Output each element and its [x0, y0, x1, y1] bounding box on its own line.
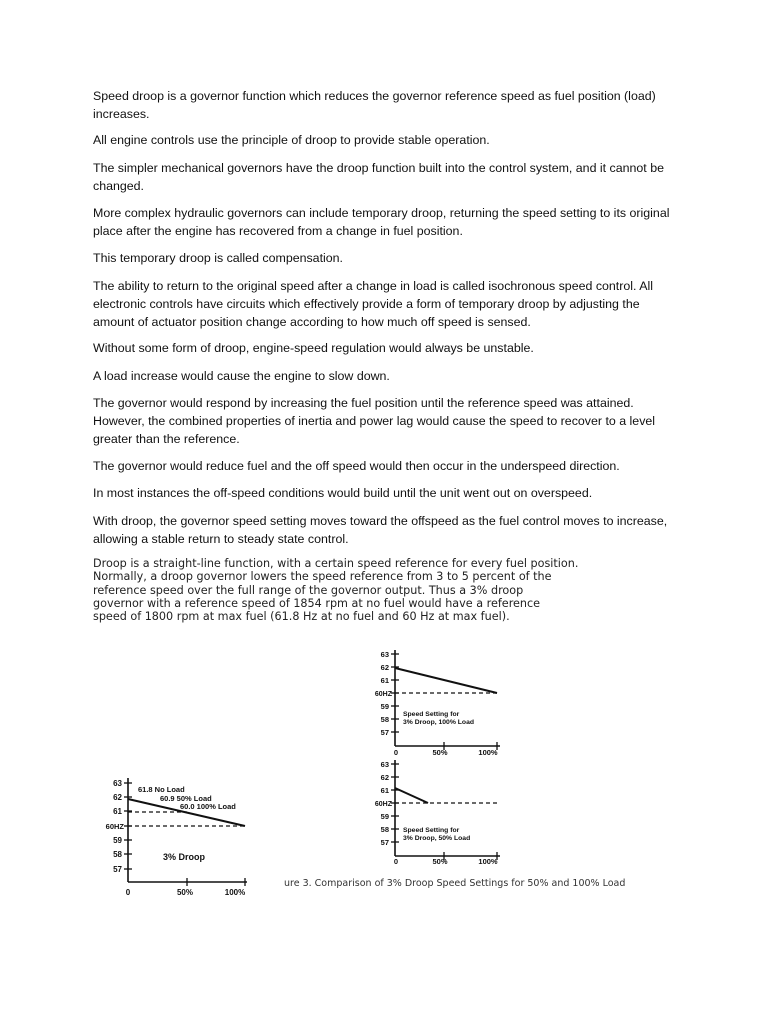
paragraph-with-droop: With droop, the governor speed setting moves toward the offspeed as the fuel control moves to increase, allowing a stable return to steady state control.	[93, 514, 668, 546]
label-no-load: 61.8 No Load	[138, 785, 185, 794]
y-tick-label: 57	[113, 865, 122, 874]
y-tick-label: 58	[380, 825, 389, 834]
y-tick-label: 59	[380, 812, 389, 821]
y-tick-label: 60HZ	[105, 822, 124, 831]
paragraph-compensation: This temporary droop is called compensation.	[93, 251, 343, 265]
label-50-load: 60.9 50% Load	[160, 794, 212, 803]
y-tick-label: 57	[380, 838, 389, 847]
speed-setting-label: Speed Setting for	[403, 827, 460, 834]
x-tick-label: 50%	[432, 748, 448, 757]
paragraph-governor-respond: The governor would respond by increasing the fuel position until the reference speed was attained. However, the combined properties of inertia and power lag would cause the speed to recover to a level greater than the reference.	[93, 396, 656, 446]
y-tick-label: 59	[113, 836, 122, 845]
droop-text-line: reference speed over the full range of the governor output. Thus a 3% droop	[93, 583, 524, 597]
x-tick-label: 0	[393, 857, 399, 866]
droop-line	[395, 668, 497, 693]
y-tick-label: 61	[380, 786, 389, 795]
droop-text-line: speed of 1800 rpm at max fuel (61.8 Hz at no fuel and 60 Hz at max fuel).	[93, 610, 510, 624]
y-tick-label: 62	[380, 663, 389, 672]
droop-text-line: governor with a reference speed of 1854 rpm at no fuel would have a reference	[93, 596, 541, 610]
droop-description	[93, 557, 613, 623]
y-tick-label: 57	[380, 728, 389, 737]
y-tick-label: 63	[380, 760, 389, 769]
paragraph-load-increase: A load increase would cause the engine to slow down.	[93, 369, 390, 383]
y-tick-label: 58	[113, 850, 122, 859]
y-tick-label: 62	[380, 773, 389, 782]
paragraph-unstable: Without some form of droop, engine-speed regulation would always be unstable.	[93, 341, 534, 355]
speed-setting-label: Speed Setting for	[403, 711, 460, 718]
paragraph-overspeed: In most instances the off-speed conditions would build until the unit went out on overspeed.	[93, 486, 593, 500]
y-tick-label: 62	[113, 793, 122, 802]
speed-setting-label: 3% Droop, 50% Load	[403, 835, 471, 842]
droop-line	[395, 788, 428, 803]
label-100-load: 60.0 100% Load	[180, 802, 236, 811]
paragraph-underspeed: The governor would reduce fuel and the off speed would then occur in the underspeed direction.	[93, 459, 620, 473]
y-tick-label: 58	[380, 715, 389, 724]
figure-caption: ure 3. Comparison of 3% Droop Speed Settings for 50% and 100% Load	[284, 878, 626, 889]
paragraph-isochronous: The ability to return to the original speed after a change in load is called isochronous speed control. All electronic controls have circuits which effectively provide a form of temporary droop by adjusting the amount of actuator position change according to how much off speed is sensed.	[93, 279, 653, 329]
droop-text-line: Droop is a straight-line function, with a certain speed reference for every fuel position.	[93, 557, 579, 570]
top-right-droop-graph	[370, 648, 510, 758]
x-tick-label: 50%	[432, 857, 448, 866]
bottom-right-droop-graph	[370, 758, 510, 868]
y-tick-label: 63	[380, 650, 389, 659]
x-tick-label: 100%	[478, 857, 498, 866]
paragraph-hydraulic-governors: More complex hydraulic governors can include temporary droop, returning the speed setting to its original place after the engine has recovered from a change in fuel position.	[93, 206, 670, 238]
speed-setting-label: 3% Droop, 100% Load	[403, 719, 475, 726]
paragraph-speed-droop: Speed droop is a governor function which reduces the governor reference speed as fuel position (load) increases.	[93, 89, 656, 121]
droop-text-line: Normally, a droop governor lowers the speed reference from 3 to 5 percent of the	[93, 570, 552, 584]
left-droop-graph	[105, 772, 265, 902]
y-tick-label: 60HZ	[374, 691, 392, 698]
paragraph-mechanical-governors: The simpler mechanical governors have the droop function built into the control system, and it cannot be changed.	[93, 161, 664, 193]
x-tick-label: 50%	[176, 888, 194, 897]
y-tick-label: 60HZ	[374, 801, 392, 808]
x-tick-label: 0	[393, 748, 399, 757]
x-tick-label: 100%	[478, 748, 498, 757]
y-tick-label: 61	[113, 807, 122, 816]
label-3-droop: 3% Droop	[163, 852, 206, 862]
paragraph-engine-controls: All engine controls use the principle of droop to provide stable operation.	[93, 133, 490, 147]
y-tick-label: 63	[113, 779, 122, 788]
x-tick-label: 100%	[224, 888, 246, 897]
y-tick-label: 59	[380, 702, 389, 711]
y-tick-label: 61	[380, 676, 389, 685]
x-tick-label: 0	[125, 888, 131, 897]
